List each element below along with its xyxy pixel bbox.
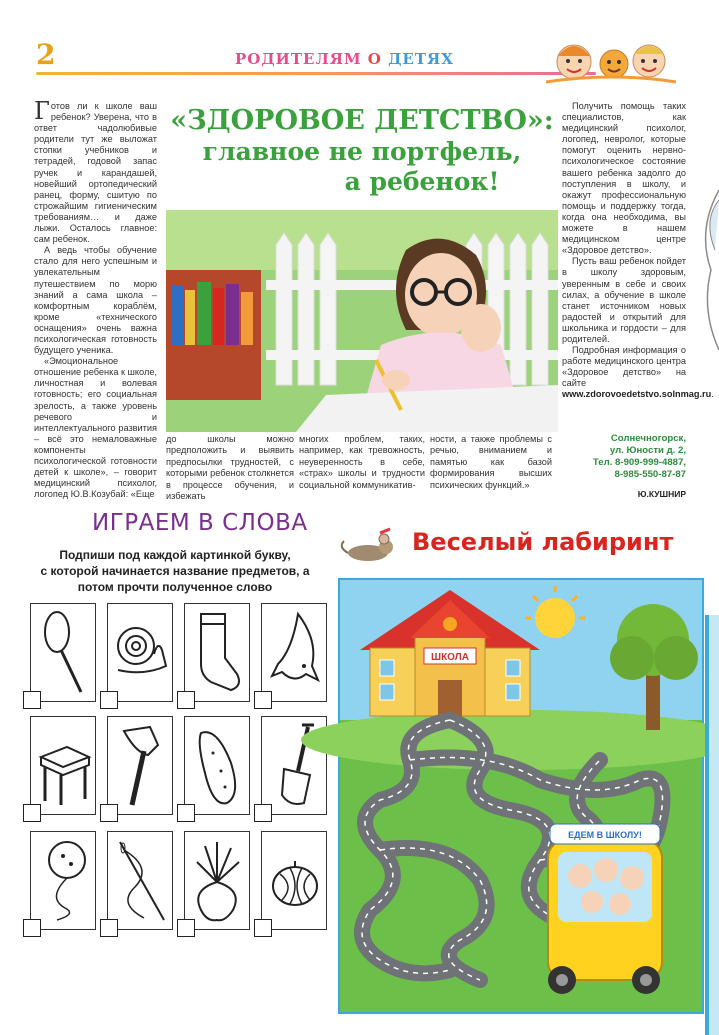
kids-cartoon-icon [546, 34, 676, 84]
picture-cell-onion [184, 831, 250, 930]
bus-sign-text: ЕДЕМ В ШКОЛУ! [568, 830, 642, 840]
word-game-title: ИГРАЕМ В СЛОВА [92, 510, 308, 536]
answer-box[interactable] [23, 691, 41, 709]
page-number: 2 [36, 38, 56, 71]
answer-box[interactable] [23, 804, 41, 822]
girl-studying-photo [166, 210, 558, 432]
answer-box[interactable] [177, 919, 195, 937]
answer-box[interactable] [100, 919, 118, 937]
article-paragraph: Подробная информация о работе медицинского центра «Здоровое детство» на сайте www.zdorovoedetstvo.solnmag.ru. [562, 345, 714, 400]
headline-line-1: «ЗДОРОВОЕ ДЕТСТВО»: [170, 105, 554, 136]
onion-icon [191, 838, 245, 924]
picture-cell-watermelon [261, 831, 327, 930]
mouse-icon [340, 527, 400, 567]
article-bottom-col-3: ности, а также проблемы с речью, вниманием и памятью как базой формирования высших психических функций.» [430, 434, 552, 490]
article-bottom-col-1: до школы можно предположить и выявить предпосылки трудностей, с которыми ребенок столкнется в процессе обучения, и избежать [166, 434, 294, 502]
answer-box[interactable] [254, 804, 272, 822]
clinic-address: Солнечногорск, ул. Юности д. 2, Тел. 8-909-999-4887, 8-985-550-87-87 [592, 433, 686, 480]
website-link-cont[interactable]: solnmag.ru [661, 389, 712, 400]
section-title [235, 50, 454, 68]
maze-illustration [338, 578, 704, 1014]
cucumber-icon [191, 723, 245, 809]
picture-cell-button [30, 831, 96, 930]
maze-title: Веселый лабиринт [412, 528, 674, 556]
watermelon-icon [268, 838, 322, 924]
section-title-word-2: О [367, 50, 382, 68]
picture-cell-axe [107, 716, 173, 815]
button-icon [37, 838, 91, 924]
picture-cell-cucumber [184, 716, 250, 815]
answer-box[interactable] [23, 919, 41, 937]
maze-scene [340, 580, 702, 1012]
headline-line-2: главное не портфель, [202, 137, 522, 166]
article-paragraph: Получить помощь таких специалистов, как медицинский психолог, логопед, невролог, которые помогут оценить нервно-психологическое состояние вашего ребенка задолго до поступления в школу, и окажут профессиональную помощь и поддержку тогда, когда она необходима, вы можете в нашем медицинском центре «Здоровое детство». [562, 101, 686, 256]
website-link[interactable]: www.zdorovoedetstvo. [562, 389, 662, 400]
school-sign-text: ШКОЛА [431, 652, 469, 663]
picture-cell-stool [30, 716, 96, 815]
snail-icon [114, 610, 168, 696]
drop-cap: Г [34, 97, 50, 125]
headline-line-3: а ребенок! [344, 167, 500, 196]
needle-icon [114, 838, 168, 924]
picture-cell-shark [261, 603, 327, 702]
sock-icon [191, 610, 245, 696]
section-title-word-1: РОДИТЕЛЯМ [235, 50, 362, 68]
answer-box[interactable] [100, 691, 118, 709]
article-paragraph: «Эмоциональное отношение ребенка к школе, личностная и волевая готовность; его социальная зрелость, а также уровень речевого и интеллектуального развития – всё это немаловажные компоненты психологической готовности детей к школе», – говорит медицинский психолог, логопед Ю.В.Козубай: «Еще [34, 356, 157, 500]
picture-cell-spoon [30, 603, 96, 702]
axe-icon [114, 723, 168, 809]
picture-cell-needle [107, 831, 173, 930]
article-bottom-col-2: многих проблем, таких, например, как тревожность, неуверенность в себе, «страх» школы и трудности социальной коммуникатив- [299, 434, 425, 490]
article-paragraph: А ведь чтобы обучение стало для него успешным и увлекательным путешествием по морю знаний а сама школа – комфортным кораблём, кроме «технического оснащения» очень важна психологическая готовность будущего ученика. [34, 245, 157, 356]
article-headline [166, 105, 558, 197]
article-column-1: Готов ли к школе ваш ребенок? Уверена, что в ответ чадолюбивые родители тут же выложат стопки учебников и тетрадей, годовой запас ручек и карандашей, новейший ортопедический ранец, форму, сшитую по строжайшим гигиеническим требованиям… и даже лыжи. Осталось главное: сам ребенок. А ведь чтобы обучение стало для него успешным и увлекательным путешествием по морю знаний а сама школа – комфортным кораблём, кроме «технического оснащения» очень важна психологическая готовность будущего ученика. «Эмоциональное отношение ребенка к школе, личностная и волевая готовность; его социальная зрелость, а также уровень речевого и интеллектуального развития – всё это немаловажные компоненты психологической готовности детей к школе», – говорит медицинский психолог, логопед Ю.В.Козубай: «Еще [34, 97, 157, 500]
answer-box[interactable] [254, 691, 272, 709]
header-divider [36, 72, 596, 75]
answer-box[interactable] [254, 919, 272, 937]
side-decoration-strip [705, 615, 719, 1035]
article-column-4 [562, 101, 714, 400]
article-author: Ю.КУШНИР [637, 489, 686, 499]
spoon-icon [37, 610, 91, 696]
picture-cell-snail [107, 603, 173, 702]
word-game-instructions: Подпиши под каждой картинкой букву, с которой начинается название предметов, а потом прочти полученное слово [40, 548, 310, 594]
article-paragraph: Пусть ваш ребенок пойдет в школу здоровым, уверенным в себе и своих силах, а обучение в школе станет источником новых радостей и открытий для школьника и гордости – для родителей. [562, 256, 686, 344]
answer-box[interactable] [177, 691, 195, 709]
picture-cell-sock [184, 603, 250, 702]
answer-box[interactable] [177, 804, 195, 822]
section-title-word-3: ДЕТЯХ [388, 50, 454, 68]
side-decoration [697, 190, 719, 350]
answer-box[interactable] [100, 804, 118, 822]
stool-icon [37, 723, 91, 809]
shark-icon [268, 610, 322, 696]
